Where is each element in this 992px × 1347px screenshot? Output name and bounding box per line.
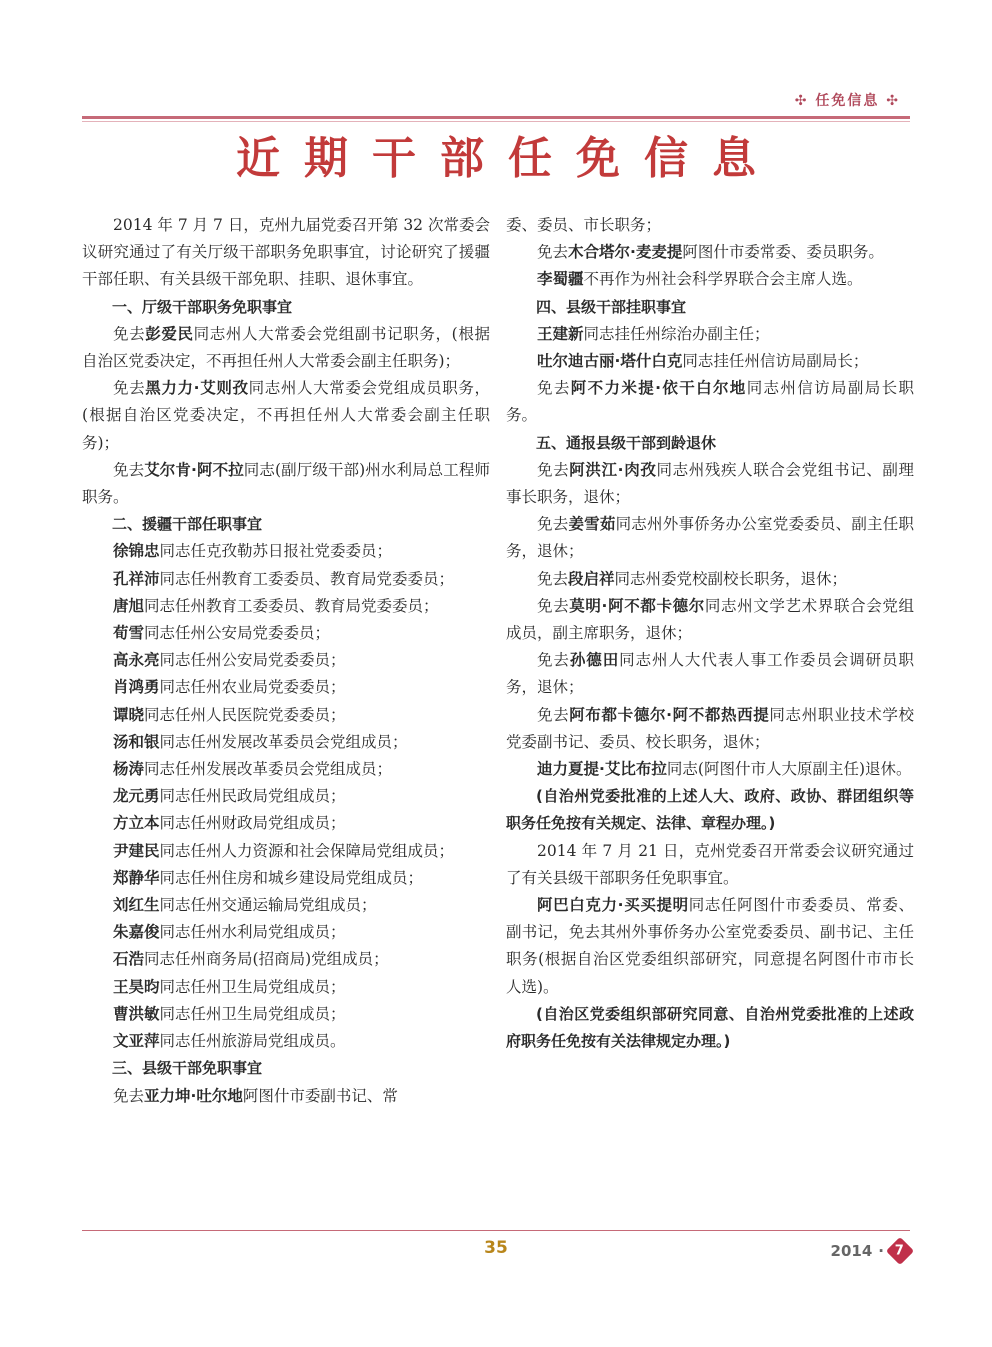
- person-name: 荀雪: [113, 624, 145, 643]
- person-name: 阿巴白克力·买买提明: [537, 896, 689, 915]
- paragraph: [506, 892, 914, 1001]
- person-name: 刘红生: [113, 896, 160, 915]
- person-name: 徐锦忠: [113, 542, 160, 561]
- paragraph: [82, 566, 490, 593]
- text-run: 阿图什市委常委、委员职务。: [682, 243, 884, 262]
- text-run: 同志任州民政局党组成员；: [159, 787, 346, 806]
- text-run: 同志任州教育工委委员、教育局党委委员；: [144, 596, 439, 615]
- paragraph: [82, 1028, 490, 1055]
- text-run: 同志任州商务局(招商局)党组成员；: [144, 950, 389, 969]
- paragraph: [506, 593, 914, 647]
- person-name: 郑静华: [113, 868, 160, 887]
- text-run: 三、县级干部免职事宜: [112, 1059, 263, 1078]
- paragraph: [82, 919, 490, 946]
- issue-number: 7: [895, 1243, 905, 1259]
- text-run: 同志任州交通运输局党组成员；: [159, 896, 377, 915]
- person-name: 文亚萍: [113, 1032, 160, 1051]
- text-run: 同志任州公安局党委委员；: [159, 651, 346, 670]
- paragraph: [82, 674, 490, 701]
- text-run: 一、厅级干部职务免职事宜: [112, 297, 293, 316]
- text-run: 2014 年 7 月 21 日，克州党委召开常委会议研究通过了有关县级干部职务任免职事宜。: [506, 841, 914, 887]
- issue-badge-icon: [886, 1237, 914, 1265]
- footer-rule: [82, 1230, 910, 1231]
- text-run: 同志任州人力资源和社会保障局党组成员；: [159, 841, 455, 860]
- person-name: 吐尔迪古丽·塔什白克: [537, 352, 683, 371]
- paragraph: [82, 892, 490, 919]
- text-run: 同志任州发展改革委员会党组成员；: [144, 760, 393, 779]
- text-run: (自治区党委组织部研究同意、自治州党委批准的上述政府职务任免按有关法律规定办理。): [506, 1004, 914, 1051]
- paragraph: [82, 375, 490, 457]
- text-run: 五、通报县级干部到龄退休: [536, 433, 717, 452]
- person-name: 王建新: [537, 324, 584, 343]
- paragraph: [506, 375, 914, 429]
- paragraph: [506, 838, 914, 892]
- person-name: 莫明·阿不都卡德尔: [569, 596, 705, 615]
- person-name: 肖鸿勇: [113, 678, 160, 697]
- paragraph: [506, 647, 914, 701]
- person-name: 方立本: [113, 814, 160, 833]
- person-name: 汤和银: [113, 732, 160, 751]
- paragraph: [506, 266, 914, 293]
- text-run: 同志任州农业局党委委员；: [159, 678, 346, 697]
- text-run: 同志州人大常委会党组成员职务，(根据自治区党委决定，不再担任州人大常委会副主任职务)；: [82, 379, 490, 452]
- issue-year: 2014: [830, 1242, 873, 1260]
- note-paragraph: [506, 783, 914, 837]
- text-run: 同志州委党校副校长职务，退休；: [614, 569, 848, 588]
- person-name: 王昊昀: [113, 977, 160, 996]
- paragraph: [506, 511, 914, 565]
- person-name: 段启祥: [568, 569, 615, 588]
- text-run: 同志州残疾人联合会党组书记、副理事长职务，退休；: [506, 460, 914, 507]
- text-run: 委、委员、市长职务；: [506, 216, 662, 234]
- person-name: 阿洪江·肉孜: [569, 460, 657, 479]
- text-run: 免去: [537, 460, 570, 479]
- paragraph: [82, 756, 490, 783]
- person-name: 黑力力·艾则孜: [145, 379, 249, 398]
- text-run: 同志任州住房和城乡建设局党组成员；: [159, 868, 424, 887]
- text-run: 2014 年 7 月 7 日，克州九届党委召开第 32 次常委会议研究通过了有关厅级干部职务免职事宜，讨论研究了援疆干部任职、有关县级干部免职、挂职、退休事宜。: [82, 216, 490, 289]
- person-name: 亚力坤·吐尔地: [144, 1086, 243, 1105]
- text-run: 同志任州卫生局党组成员；: [159, 977, 346, 996]
- text-run: 免去: [537, 515, 569, 534]
- section-tag: ✣ 任免信息 ✣: [794, 93, 900, 109]
- text-run: 同志(副厅级干部)州水利局总工程师职务。: [82, 460, 490, 507]
- paragraph: [82, 946, 490, 973]
- person-name: 阿不力米提·依干白尔地: [570, 379, 747, 398]
- paragraph: [506, 457, 914, 511]
- section-heading: [506, 294, 914, 321]
- paragraph: [82, 1083, 490, 1110]
- person-name: 木合塔尔·麦麦提: [568, 243, 683, 262]
- text-run: 同志任克孜勒苏日报社党委委员；: [159, 542, 393, 561]
- person-name: 尹建民: [113, 841, 160, 860]
- text-run: 免去: [113, 379, 146, 398]
- right-column: [506, 212, 914, 1055]
- text-run: 同志挂任州综治办副主任；: [583, 324, 770, 343]
- paragraph: [82, 1001, 490, 1028]
- person-name: 龙元勇: [113, 787, 160, 806]
- person-name: 杨涛: [113, 760, 145, 779]
- text-run: 同志州信访局副局长职务。: [506, 379, 914, 425]
- section-heading: [82, 511, 490, 538]
- paragraph: [82, 810, 490, 837]
- text-run: 同志任州发展改革委员会党组成员；: [159, 732, 408, 751]
- section-heading: [82, 294, 490, 321]
- text-run: 免去: [537, 705, 570, 724]
- page-number: 35: [484, 1238, 508, 1258]
- paragraph: [506, 348, 914, 375]
- text-run: 同志州职业技术学校党委副书记、委员、校长职务，退休；: [506, 705, 914, 751]
- paragraph: [82, 212, 490, 294]
- text-run: 同志任州教育工委委员、教育局党委委员；: [159, 569, 455, 588]
- paragraph: [82, 865, 490, 892]
- page-title: 近期干部任免信息: [236, 133, 780, 184]
- person-name: 姜雪茹: [568, 515, 616, 534]
- issue-separator: ·: [878, 1242, 884, 1260]
- text-run: 免去: [537, 243, 569, 262]
- paragraph: [506, 756, 914, 783]
- paragraph: [82, 729, 490, 756]
- person-name: 迪力夏提·艾比布拉: [537, 760, 667, 779]
- text-run: 免去: [113, 324, 146, 343]
- paragraph: [82, 838, 490, 865]
- person-name: 朱嘉俊: [113, 923, 160, 942]
- text-run: 免去: [537, 569, 569, 588]
- text-run: 四、县级干部挂职事宜: [536, 297, 687, 316]
- paragraph: [82, 593, 490, 620]
- text-run: 同志任州公安局党委委员；: [144, 624, 331, 643]
- person-name: 孙德田: [569, 651, 620, 670]
- text-run: 同志任州财政局党组成员；: [159, 814, 346, 833]
- paragraph: [82, 457, 490, 511]
- text-run: 免去: [537, 379, 571, 398]
- person-name: 阿布都卡德尔·阿不都热西提: [569, 705, 770, 724]
- person-name: 谭晓: [113, 705, 145, 724]
- paragraph: [506, 321, 914, 348]
- person-name: 彭爱民: [145, 324, 194, 343]
- text-run: 同志任州卫生局党组成员；: [159, 1004, 346, 1023]
- text-run: 同志州人大常委会党组副书记职务，(根据自治区党委决定，不再担任州人大常委会副主任职务)；: [82, 324, 490, 371]
- person-name: 高永亮: [113, 651, 160, 670]
- paragraph: [506, 239, 914, 266]
- section-heading: [506, 430, 914, 457]
- text-run: (自治州党委批准的上述人大、政府、政协、群团组织等职务任免按有关规定、法律、章程办理。): [506, 787, 914, 833]
- paragraph: [506, 566, 914, 593]
- text-run: 同志(阿图什市人大原副主任)退休。: [666, 760, 912, 779]
- person-name: 艾尔肯·阿不拉: [144, 460, 244, 479]
- person-name: 唐旭: [113, 596, 145, 615]
- text-run: 免去: [113, 1086, 145, 1105]
- text-run: 免去: [113, 460, 145, 479]
- text-run: 同志任州旅游局党组成员。: [159, 1032, 346, 1051]
- text-run: 同志任州人民医院党委委员；: [144, 705, 346, 724]
- paragraph: [82, 783, 490, 810]
- text-run: 同志挂任州信访局副局长；: [682, 352, 869, 371]
- text-run: 不再作为州社会科学界联合会主席人选。: [583, 270, 863, 289]
- paragraph: [82, 647, 490, 674]
- paragraph: [506, 212, 914, 239]
- paragraph: [82, 974, 490, 1001]
- section-heading: [82, 1055, 490, 1082]
- text-run: 免去: [537, 651, 570, 670]
- text-run: 二、援疆干部任职事宜: [112, 515, 263, 534]
- text-run: 同志州文学艺术界联合会党组成员，副主席职务，退休；: [506, 596, 914, 643]
- person-name: 曹洪敏: [113, 1004, 160, 1023]
- left-column: [82, 212, 490, 1110]
- paragraph: [82, 321, 490, 375]
- person-name: 石浩: [113, 950, 145, 969]
- text-run: 免去: [537, 596, 570, 615]
- paragraph: [82, 620, 490, 647]
- text-run: 同志任州水利局党组成员；: [159, 923, 346, 942]
- paragraph: [82, 538, 490, 565]
- paragraph: [506, 702, 914, 756]
- note-paragraph: [506, 1001, 914, 1055]
- text-run: 同志任阿图什市委委员、常委、副书记，免去其州外事侨务办公室党委委员、副书记、主任职务(根据自治区党委组织部研究，同意提名阿图什市市长人选)。: [506, 896, 914, 996]
- text-run: 同志州外事侨务办公室党委委员、副主任职务，退休；: [506, 515, 914, 561]
- issue-label: [831, 1241, 910, 1261]
- text-run: 同志州人大代表人事工作委员会调研员职务，退休；: [506, 651, 914, 697]
- paragraph: [82, 702, 490, 729]
- person-name: 李蜀疆: [537, 270, 584, 289]
- person-name: 孔祥沛: [113, 569, 160, 588]
- text-run: 阿图什市委副书记、常: [242, 1086, 398, 1105]
- header-rule: [82, 116, 910, 119]
